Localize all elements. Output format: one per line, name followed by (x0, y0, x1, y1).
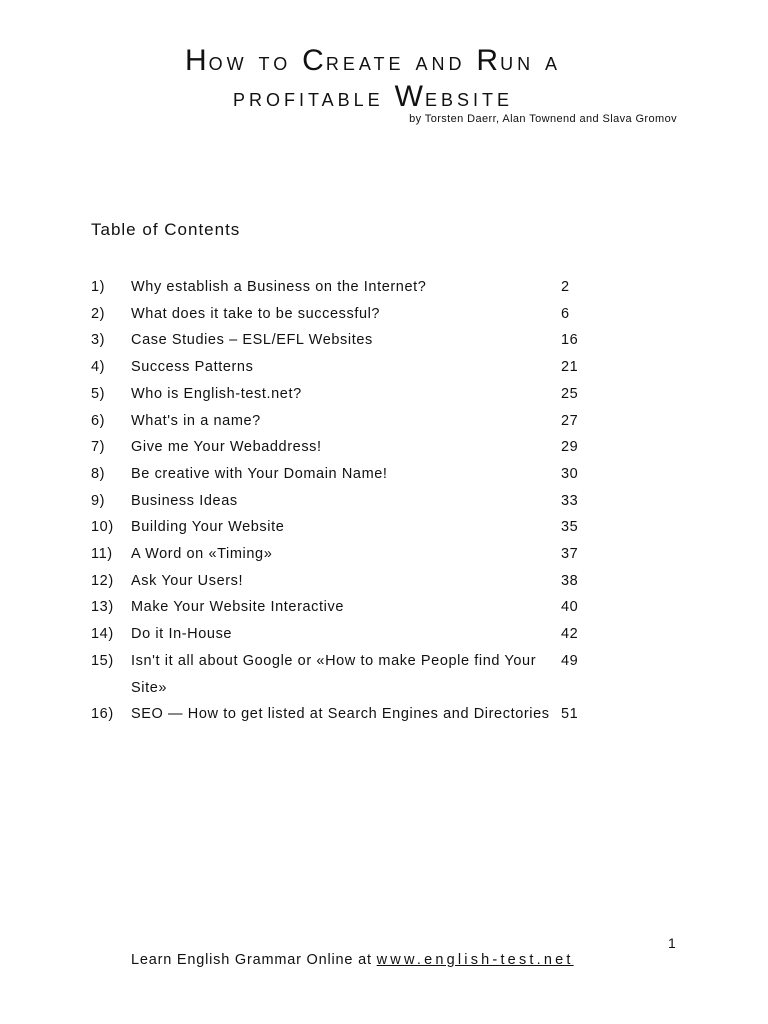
toc-entry-number: 12) (91, 572, 114, 589)
toc-entry-number: 7) (91, 439, 106, 456)
toc-entry (91, 514, 591, 541)
toc-entry (91, 301, 591, 328)
toc-entry (91, 568, 591, 595)
toc-entry-page: 30 (561, 465, 579, 482)
toc-entry-page: 33 (561, 492, 579, 509)
toc-entry (91, 621, 591, 648)
page-number: 1 (668, 935, 676, 951)
toc-entry-page: 29 (561, 439, 579, 456)
toc-entry-title: Ask Your Users! (131, 572, 244, 589)
toc-entry-title: Make Your Website Interactive (131, 599, 344, 616)
toc-entry (91, 327, 591, 354)
toc-entry-title: Case Studies – ESL/EFL Websites (131, 332, 373, 349)
title-segment: un a (500, 48, 562, 76)
toc-entry-number: 8) (91, 465, 106, 482)
footer (131, 952, 574, 968)
toc-entry-number: 2) (91, 305, 106, 322)
title-segment: C (302, 44, 326, 77)
toc-entry-title: Do it In-House (131, 626, 233, 643)
toc-entry (91, 648, 591, 701)
toc-entry-page: 27 (561, 412, 579, 429)
toc-entry-title: A Word on «Timing» (131, 546, 273, 563)
toc-entry-number: 11) (91, 546, 113, 563)
toc-entry-number: 16) (91, 706, 114, 723)
document-title-line-1 (0, 44, 746, 79)
document-title-line-2 (0, 80, 746, 115)
toc-entry-title: Success Patterns (131, 359, 254, 376)
toc-entry-title: What's in a name? (131, 412, 261, 429)
toc-entry-page: 49 (561, 652, 579, 669)
toc-entry-page: 2 (561, 279, 570, 295)
toc-entry-number: 6) (91, 412, 106, 429)
toc-entry-title: Business Ideas (131, 492, 238, 509)
toc-entry (91, 488, 591, 515)
toc-entry (91, 381, 591, 408)
toc-entry-number: 15) (91, 652, 114, 669)
toc-entry-number: 4) (91, 359, 106, 376)
toc-entry-title: Be creative with Your Domain Name! (131, 465, 388, 482)
toc-entry-page: 6 (561, 305, 570, 322)
toc-entry (91, 354, 591, 381)
toc-entry-page: 25 (561, 385, 579, 402)
authors-byline: by Torsten Daerr, Alan Townend and Slava Gromov (409, 113, 677, 125)
toc-entry-title: Give me Your Webaddress! (131, 439, 322, 456)
toc-entry (91, 701, 591, 728)
toc-entry-number: 9) (91, 492, 106, 509)
toc-entry-number: 14) (91, 626, 114, 643)
toc-entry-title: Isn't it all about Google or «How to make People find Your Site» (131, 652, 537, 696)
toc-entry-title: Why establish a Business on the Internet? (131, 279, 427, 295)
title-segment: R (476, 44, 501, 77)
toc-heading: Table of Contents (91, 220, 241, 239)
toc-entry (91, 594, 591, 621)
toc-entry (91, 434, 591, 461)
toc-entry-title: SEO — How to get listed at Search Engines and Directories (131, 706, 550, 723)
toc-entry-number: 3) (91, 332, 106, 349)
title-segment: ebsite (424, 84, 513, 112)
toc-entry-title: What does it take to be successful? (131, 305, 381, 322)
toc-entry-page: 42 (561, 626, 579, 643)
toc-entry-number: 5) (91, 385, 106, 402)
title-segment: ow to (208, 48, 303, 76)
toc-entry-page: 40 (561, 599, 579, 616)
table-of-contents (91, 274, 591, 728)
toc-entry-page: 21 (561, 359, 579, 376)
toc-entry-page: 51 (561, 706, 579, 723)
toc-entry-page: 37 (561, 546, 579, 563)
toc-entry (91, 408, 591, 435)
footer-text: Learn English Grammar Online at (131, 952, 377, 968)
toc-entry-title: Who is English-test.net? (131, 385, 302, 402)
toc-entry-number: 13) (91, 599, 114, 616)
toc-entry-number: 10) (91, 519, 114, 536)
title-segment: reate and (325, 48, 477, 76)
toc-entry-page: 38 (561, 572, 579, 589)
title-segment: profitable (233, 84, 395, 112)
title-segment: H (184, 44, 209, 77)
toc-entry-page: 16 (561, 332, 579, 349)
footer-link[interactable]: www.english-test.net (376, 952, 574, 968)
toc-entry (91, 541, 591, 568)
toc-entry-page: 35 (561, 519, 579, 536)
toc-entry (91, 461, 591, 488)
toc-entry-number: 1) (91, 279, 106, 295)
toc-entry-title: Building Your Website (131, 519, 285, 536)
toc-entry (91, 274, 591, 301)
title-segment: W (394, 80, 425, 113)
